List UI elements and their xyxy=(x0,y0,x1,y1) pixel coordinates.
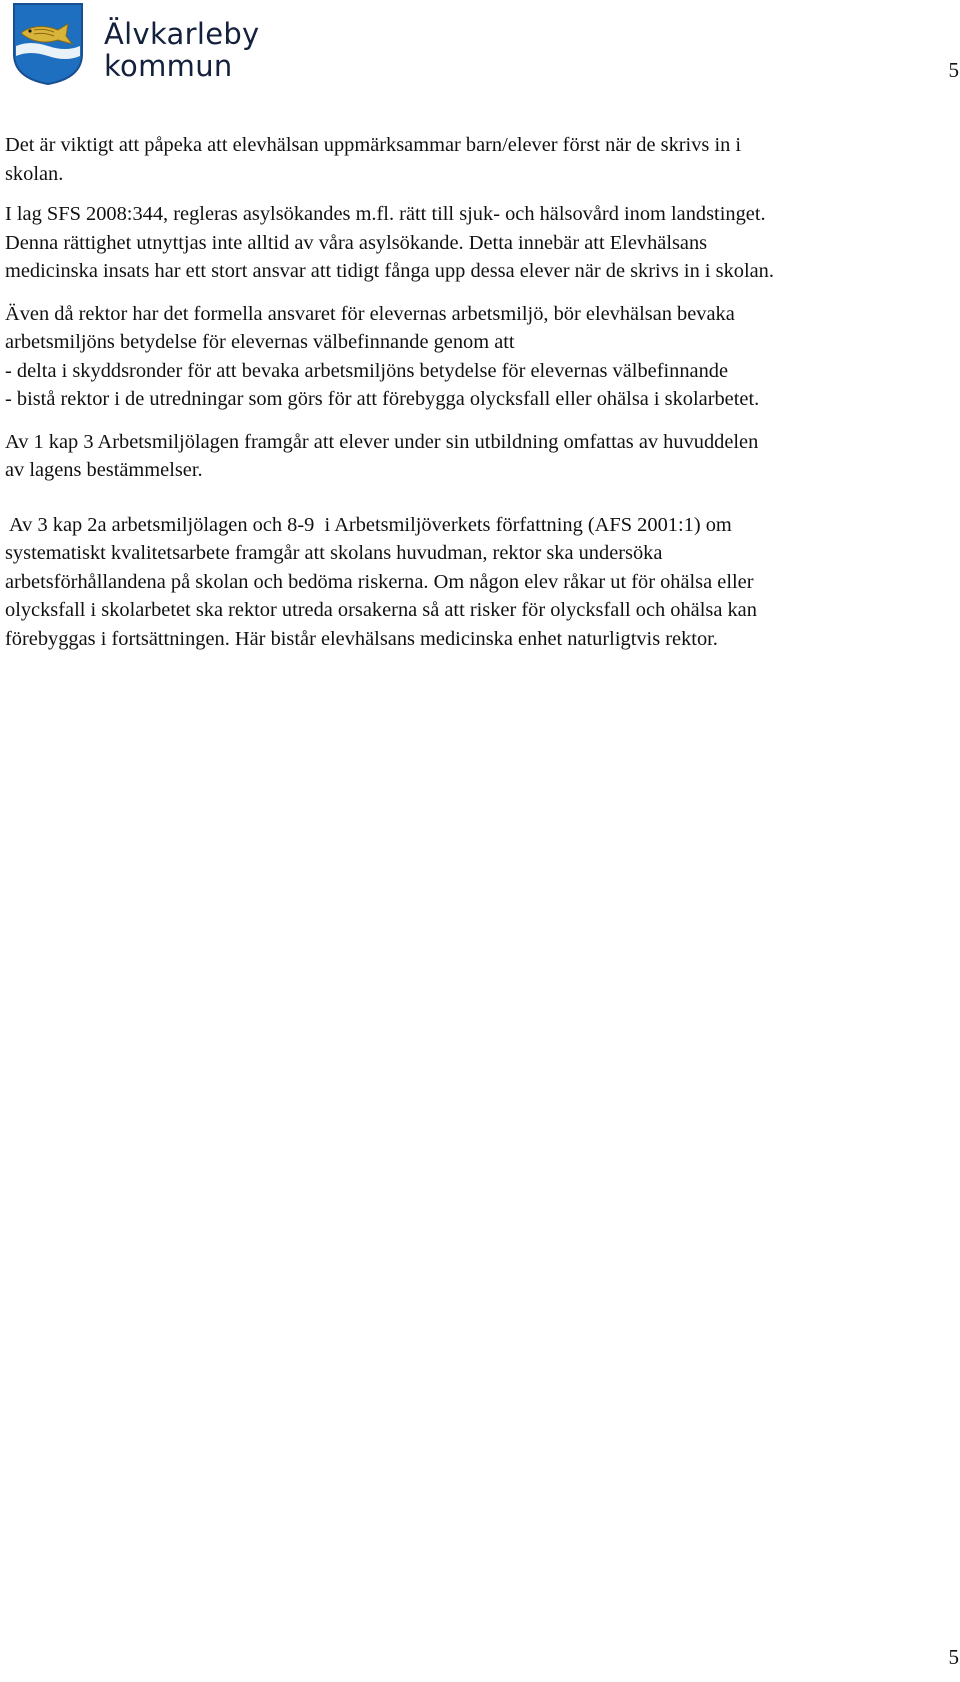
brand-line-2: kommun xyxy=(104,49,233,83)
p2-line-2: Denna rättighet utnyttjas inte alltid av våra asylsökande. Detta innebär att Elevhälsans xyxy=(5,231,708,254)
p2-line-1: I lag SFS 2008:344, regleras asylsökandes m.fl. rätt till sjuk- och hälsovård inom landstinget. xyxy=(5,203,766,225)
p1-line-1: Det är viktigt att påpeka att elevhälsan uppmärksammar barn/elever först när de skrivs in i xyxy=(5,134,742,156)
p5-line-5: förebyggas i fortsättningen. Här bistår elevhälsans medicinska enhet naturligtvis rektor. xyxy=(5,627,718,650)
paragraph-2 xyxy=(5,200,955,286)
p4-line-1: Av 1 kap 3 Arbetsmiljölagen framgår att elever under sin utbildning omfattas av huvuddelen xyxy=(5,430,759,453)
paragraph-4 xyxy=(5,428,955,485)
p3-line-4: - bistå rektor i de utredningar som görs för att förebygga olycksfall eller ohälsa i skolarbetet. xyxy=(5,388,760,410)
paragraph-5 xyxy=(5,511,955,654)
p5-line-4: olycksfall i skolarbetet ska rektor utreda orsakerna så att risker för olycksfall och ohälsa kan xyxy=(5,599,757,621)
paragraph-1 xyxy=(5,131,955,188)
page-number-top: 5 xyxy=(948,58,959,82)
p3-line-3: - delta i skyddsronder för att bevaka arbetsmiljöns betydelse för elevernas välbefinnande xyxy=(5,359,729,382)
page-header xyxy=(10,2,940,88)
p1-line-2: skolan. xyxy=(5,162,64,185)
document-body xyxy=(5,131,955,653)
brand-name xyxy=(104,18,260,82)
p5-line-1: Av 3 kap 2a arbetsmiljölagen och 8-9 i Arbetsmiljöverkets författning (AFS 2001:1) om xyxy=(5,513,732,536)
page-number-bottom: 5 xyxy=(948,1645,959,1669)
p3-line-2: arbetsmiljöns betydelse för elevernas välbefinnande genom att xyxy=(5,331,515,353)
p4-line-2: av lagens bestämmelser. xyxy=(5,459,203,481)
p2-line-3: medicinska insats har ett stort ansvar att tidigt fånga upp dessa elever när de skrivs in i skolan. xyxy=(5,260,774,282)
brand-line-1: Älvkarleby xyxy=(104,17,260,51)
p3-line-1: Även då rektor har det formella ansvaret för elevernas arbetsmiljö, bör elevhälsan bevaka xyxy=(5,302,735,325)
p5-line-3: arbetsförhållandena på skolan och bedöma riskerna. Om någon elev råkar ut för ohälsa eller xyxy=(5,570,754,593)
municipal-shield-icon xyxy=(10,2,86,86)
paragraph-3 xyxy=(5,300,955,414)
p5-line-2: systematiskt kvalitetsarbete framgår att skolans huvudman, rektor ska undersöka xyxy=(5,542,663,564)
